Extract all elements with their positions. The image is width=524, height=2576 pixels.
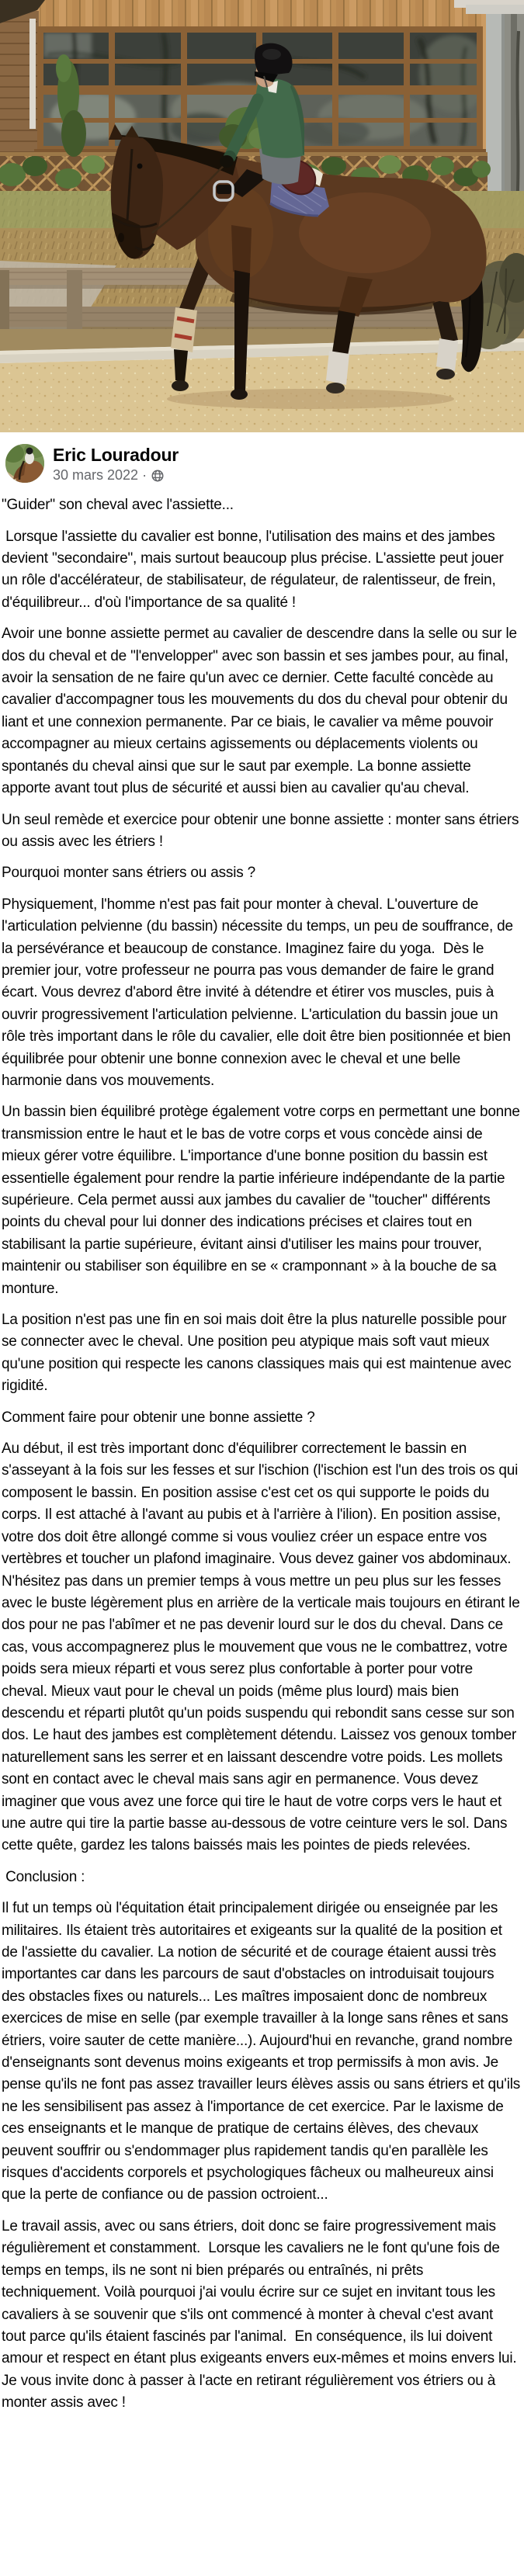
glove [220,155,234,168]
meta-separator: · [142,467,147,484]
downpipe [29,19,36,129]
post-text [0,493,524,2432]
post-header [0,432,524,493]
avatar-image [5,444,44,483]
post-paragraph: Il fut un temps où l'équitation était principalement dirigée ou enseignée par les militaires. Ils étaient très autoritaires et exigeants sur la qualité de la position et de l'assiette du cavalier. La notion de sécurité et de courage étaient aussi très importantes car dans les parcours de saut d'obstacles on introduisait toujours des obstacles fixes ou naturels... Les maîtres imposaient donc de nombreux exercices de mise en selle (par exemple travailler à la longe sans rênes et sans étriers, voire sauter de cette manière...). Aujourd'hui en revanche, grand nombre d'enseignants sont devenus moins exigeants et trop permissifs à mon avis. Je pense qu'ils ne font pas assez travailler leurs élèves assis ou sans étriers et qu'ils ne les sensibilisent pas assez à l'importance de cet exercice. Par le laxisme de ces enseignants et le manque de pratique de certains élèves, des chevaux peuvent souffrir ou s'endommager plus rapidement tandis qu'en parallèle les risques d'accidents corporels et psychologiques fâcheux ou malheureux ainsi que la perte de confiance ou de passion octroient... [2,1900,524,2203]
avatar[interactable] [5,444,44,483]
post-paragraph: Au début, il est très important donc d'équilibrer correctement le bassin en s'asseyant à la fois sur les fesses et sur l'ischion (l'ischion est l'un des trois os qui composent le bassin. En position assise c'est cet os qui supporte le poids du corps. Il est attaché à l'avant au pubis et à l'arrière à l'ilion). En position assise, votre dos doit être allongé comme si vous vouliez créer un espace entre vos vertèbres et toucher un plafond imaginaire. Vous devez gainer vos abdominaux. N'hésitez pas dans un premier temps à vous mettre un peu plus sur les fesses avec le buste légèrement plus en arrière de la verticale mais toujours en étirant le dos pour ne pas l'abîmer et ne pas devenir lourd sur le dos du cheval. Dans ce cas, vous accompagnerez plus le mouvement que vous ne le combattrez, votre poids sera mieux réparti et vous serez plus confortable à porter pour votre cheval. Mieux vaut pour le cheval un poids (même plus lourd) mais bien descendu et réparti plutôt qu'un poids suspendu qui rebondit sans cesse sur son dos. Le haut des jambes est complètement détendu. Laissez vos genoux tomber naturellement sans les serrer et en laissant descendre votre poids. Les mollets sont en contact avec le cheval mais sans agir en permanence. Vous devez imaginer que vous avez une force qui tire le haut de votre corps vers le haut et une autre qui tire la partie basse au-dessous de votre ceinture vers le sol. Dans cette quête, gardez les talons baissés mais les pointes de pieds relevées. [2,1441,524,1854]
post-paragraph: Pourquoi monter sans étriers ou assis ? [2,865,255,882]
post-meta-row [53,468,179,484]
post-paragraph: Avoir une bonne assiette permet au cavalier de descendre dans la selle ou sur le dos du cheval et de "l'envelopper" avec son bassin et ses jambes pour, au final, avoir la sensation de ne faire qu'un avec ce dernier. Cette faculté concède au cavalier d'accompagner tous les mouvements du dos du cheval pour obtenir du liant et une connexion permanente. Par ce biais, le cavalier va même pouvoir accompagner au mieux certains agissements ou déplacements violents ou spontanés du cheval ainsi que sur le saut par exemple. La bonne assiette apporte avant tout plus de sécurité et aussi bien au cavalier qu'au cheval. [2,626,521,797]
post-paragraph: Un bassin bien équilibré protège également votre corps en permettant une bonne transmission entre le haut et le bas de votre corps et vous concède ainsi de mieux gérer votre équilibre. L'importance d'une bonne position du bassin est essentielle également pour rendre la partie inférieure indépendante de la partie supérieure. Cela permet aussi aux jambes du cavalier de "toucher" différents points du cheval pour lui donner des indications précises et claires tout en stabilisant la partie supérieure, évitant ainsi d'utiliser les mains pour trouver, maintenir ou stabiliser son équilibre en se « cramponnant » à la bouche de sa monture. [2,1104,524,1297]
post-paragraph: Le travail assis, avec ou sans étriers, doit donc se faire progressivement mais régulièrement et constamment. Lorsque les cavaliers ne le font qu'une fois de temps en temps, ils ne sont ni bien préparés ou entraînés, ni prêts techniquement. Voilà pourquoi j'ai voulu écrire sur ce sujet en invitant tous les cavaliers à se souvenir que s'ils ont commencé à monter à cheval c'est avant tout parce qu'ils étaient fascinés par l'animal. En conséquence, ils lui doivent amour et respect en étant plus exigeants envers eux-mêmes et moins envers lui. Je vous invite donc à passer à l'acte en retirant régulièrement vos étriers ou à monter assis avec ! [2,2217,521,2411]
header-meta [53,444,179,484]
post-paragraph: Physiquement, l'homme n'est pas fait pour monter à cheval. L'ouverture de l'articulation pelvienne (du bassin) nécessite du temps, un peu de souffrance, de la persévérance et beaucoup de constance. Imaginez faire du yoga. Dès le premier jour, votre professeur ne pourra pas vous demander de faire le grand écart. Vous devrez d'abord être invité à détendre et étirer vos muscles, puis à ouvrir progressivement l'articulation pelvienne. L'articulation du bassin joue un rôle très important dans le rôle du cavalier, elle doit être bien positionnée et bien équilibrée pour obtenir une bonne connexion avec le cheval et une belle harmonie dans vos mouvements. [2,896,517,1089]
post-paragraph: "Guider" son cheval avec l'assiette... [2,497,234,514]
post-timestamp[interactable]: 30 mars 2022 [53,467,139,484]
post-paragraph: Lorsque l'assiette du cavalier est bonne, l'utilisation des mains et des jambes devient "secondaire", mais surtout beaucoup plus précise. L'assiette peut jouer un rôle d'accélérateur, de stabilisateur, de régulateur, de ralentisseur, de frein, d'équilibreur... d'où l'importance de sa qualité ! [2,528,508,611]
author-name[interactable]: Eric Louradour [53,445,179,465]
post-photo[interactable] [0,0,524,432]
horse-shadow [167,389,454,409]
post-paragraph: Comment faire pour obtenir une bonne assiette ? [2,1409,315,1426]
post-paragraph: Un seul remède et exercice pour obtenir une bonne assiette : monter sans étriers ou assis avec les étriers ! [2,811,523,850]
post-paragraph: La position n'est pas une fin en soi mais doit être la plus naturelle possible pour se connecter avec le cheval. Une position peu atypique mais soft vaut mieux qu'une position qui respecte les canons classiques mais qui est maintenue avec rigidité. [2,1312,515,1395]
globe-icon [151,470,164,482]
post-paragraph: Conclusion : [2,1868,85,1885]
